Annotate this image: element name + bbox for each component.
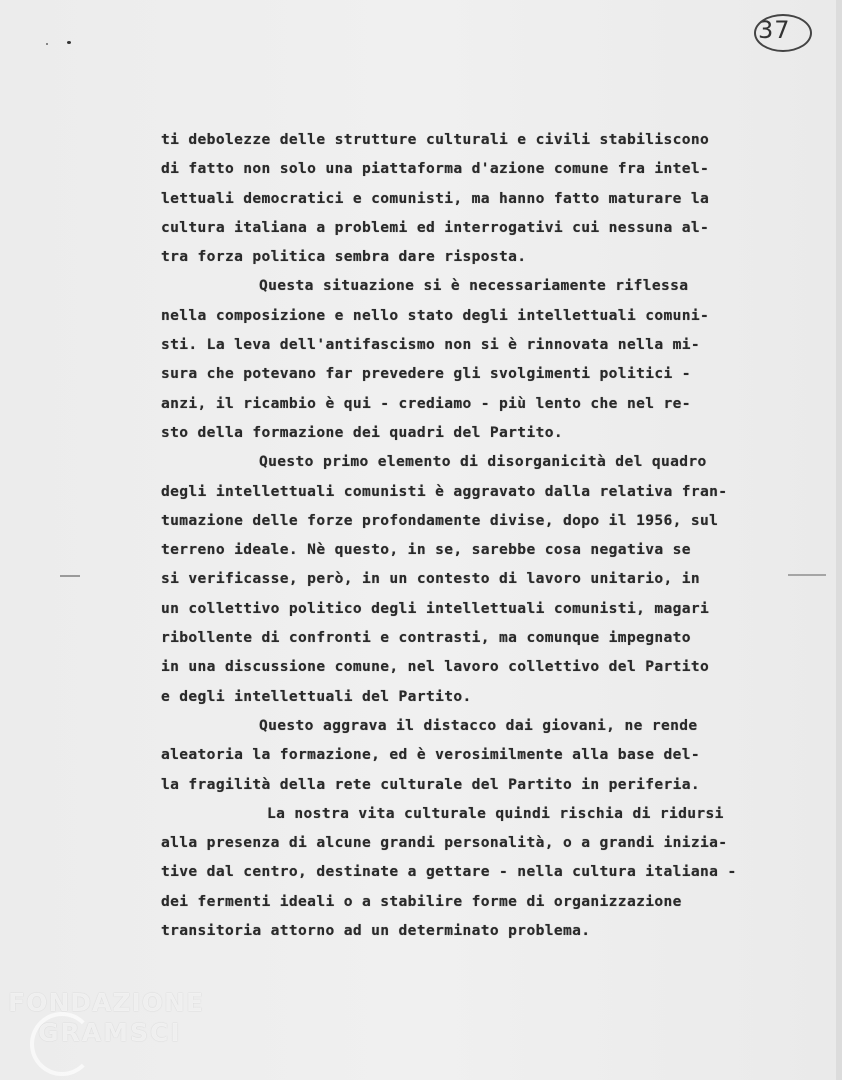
text-line: alla presenza di alcune grandi personalità, o a grandi inizia- xyxy=(161,834,728,852)
text-line: aleatoria la formazione, ed è verosimilmente alla base del- xyxy=(161,746,701,764)
page-edge xyxy=(836,0,842,1080)
text-line: terreno ideale. Nè questo, in se, sarebbe cosa negativa se xyxy=(161,541,691,559)
text-line: lettuali democratici e comunisti, ma hanno fatto maturare la xyxy=(161,189,710,207)
text-line: e degli intellettuali del Partito. xyxy=(161,687,472,705)
speck xyxy=(67,41,71,44)
text-line: dei fermenti ideali o a stabilire forme di organizzazione xyxy=(161,892,682,910)
text-line: cultura italiana a problemi ed interrogativi cui nessuna al- xyxy=(161,218,710,236)
text-line: sto della formazione dei quadri del Partito. xyxy=(161,423,563,441)
text-line: transitoria attorno ad un determinato problema. xyxy=(161,922,591,940)
text-line: ti debolezze delle strutture culturali e civili stabiliscono xyxy=(161,131,710,148)
text-line: tra forza politica sembra dare risposta. xyxy=(161,248,527,266)
typewritten-text xyxy=(161,125,801,945)
page-number-circle xyxy=(754,14,812,52)
margin-mark-left xyxy=(60,575,80,577)
text-line: sti. La leva dell'antifascismo non si è rinnovata nella mi- xyxy=(161,336,701,354)
speck xyxy=(46,43,48,45)
text-line: Questo aggrava il distacco dai giovani, ne rende xyxy=(259,716,698,734)
text-line: ribollente di confronti e contrasti, ma comunque impegnato xyxy=(161,629,691,647)
text-line: in una discussione comune, nel lavoro collettivo del Partito xyxy=(161,658,710,676)
text-line: Questa situazione si è necessariamente riflessa xyxy=(259,277,689,295)
text-line: si verificasse, però, in un contesto di lavoro unitario, in xyxy=(161,570,701,588)
watermark-line-2: GRAMSCI xyxy=(38,1018,182,1047)
page-number-text: 37 xyxy=(758,16,791,44)
text-line: nella composizione e nello stato degli intellettuali comuni- xyxy=(161,306,710,324)
text-line: degli intellettuali comunisti è aggravato dalla relativa fran- xyxy=(161,482,728,500)
text-line: La nostra vita culturale quindi rischia di ridursi xyxy=(267,804,724,822)
text-line: sura che potevano far prevedere gli svolgimenti politici - xyxy=(161,365,691,383)
text-line: anzi, il ricambio è qui - crediamo - più lento che nel re- xyxy=(161,394,691,412)
text-line: tumazione delle forze profondamente divise, dopo il 1956, sul xyxy=(161,511,719,529)
page-number xyxy=(758,16,791,44)
text-line: Questo primo elemento di disorganicità del quadro xyxy=(259,453,707,471)
text-line: un collettivo politico degli intellettuali comunisti, magari xyxy=(161,599,710,617)
text-line: di fatto non solo una piattaforma d'azione comune fra intel- xyxy=(161,160,710,178)
text-line: tive dal centro, destinate a gettare - nella cultura italiana - xyxy=(161,863,737,881)
text-line: la fragilità della rete culturale del Partito in periferia. xyxy=(161,775,701,793)
watermark-line-1: FONDAZIONE xyxy=(8,988,205,1017)
